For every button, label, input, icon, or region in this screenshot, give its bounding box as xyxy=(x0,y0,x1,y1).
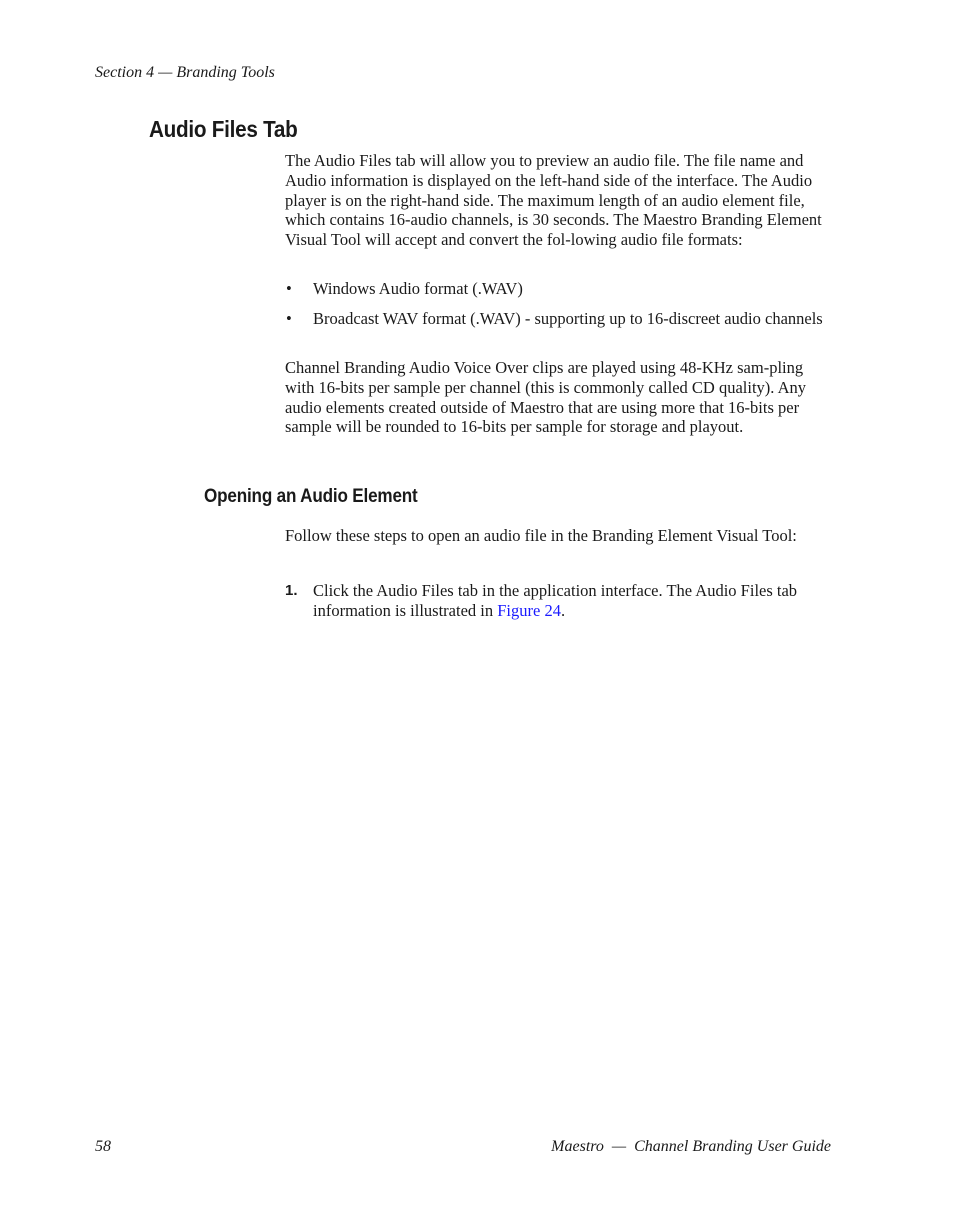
list-item-text: Broadcast WAV format (.WAV) - supporting up to 16-discreet audio channels xyxy=(313,308,823,328)
page-number: 58 xyxy=(95,1138,111,1155)
figure-24-link[interactable]: Figure 24 xyxy=(497,600,561,620)
bullet-icon: • xyxy=(286,308,292,328)
step-item xyxy=(285,581,830,621)
list-item xyxy=(285,279,830,299)
list-item xyxy=(285,309,830,329)
steps-intro-paragraph: Follow these steps to open an audio file in the Branding Element Visual Tool: xyxy=(285,526,797,545)
format-list xyxy=(285,279,830,339)
list-item-text: Windows Audio format (.WAV) xyxy=(313,279,523,298)
step-number: 1. xyxy=(285,582,298,599)
section-title: Audio Files Tab xyxy=(149,116,298,142)
step-text-end: . xyxy=(560,600,566,620)
footer-doc-title: Maestro — Channel Branding User Guide xyxy=(551,1138,831,1155)
audio-quality-paragraph: Channel Branding Audio Voice Over clips are played using 48-KHz sam-pling with 16-bits per sample per channel (this is commonly called CD quality). Any audio elements created outside of Maestro that are using more that 16-bits per sample will be rounded to 16-bits per sample for storage and playout. xyxy=(285,358,807,437)
running-header: Section 4 — Branding Tools xyxy=(95,64,275,81)
bullet-icon: • xyxy=(286,279,292,298)
subsection-title: Opening an Audio Element xyxy=(204,486,418,507)
step-text: Click the Audio Files tab in the application interface. The Audio Files tab information is illustrated in xyxy=(313,581,798,620)
steps-list xyxy=(285,581,830,621)
intro-paragraph: The Audio Files tab will allow you to preview an audio file. The file name and Audio information is displayed on the left-hand side of the interface. The Audio player is on the right-hand side. The maximum length of an audio element file, which contains 16-audio channels, is 30 seconds. The Maestro Branding Element Visual Tool will accept and convert the fol-lowing audio file formats: xyxy=(285,151,822,250)
